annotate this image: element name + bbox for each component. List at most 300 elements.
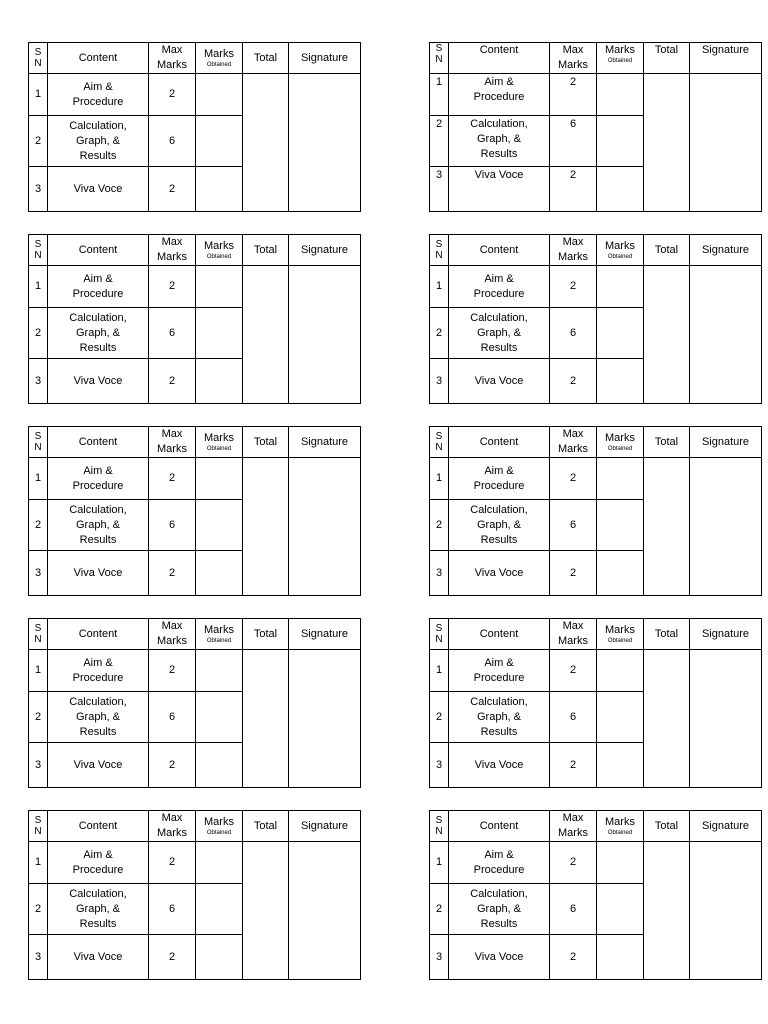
marks-obtained-cell[interactable]: [597, 842, 644, 884]
marks-obtained-cell[interactable]: [196, 650, 243, 692]
header-max-marks: [149, 427, 196, 458]
table-row: [430, 842, 762, 884]
row-content-line: Procedure: [72, 671, 124, 684]
header-row: [29, 43, 361, 74]
header-max-bottom: Marks: [558, 251, 588, 263]
header-obtained-top: Marks: [204, 624, 234, 636]
row-content-line: Viva Voce: [73, 758, 123, 771]
total-cell[interactable]: [243, 842, 289, 980]
row-max-marks: 6: [550, 308, 597, 359]
header-total: Total: [644, 811, 690, 842]
header-marks-obtained: [196, 427, 243, 458]
marks-obtained-cell[interactable]: [597, 359, 644, 404]
row-max-marks: 6: [550, 884, 597, 935]
marks-table-3-right: [429, 426, 762, 596]
header-max-top: Max: [161, 428, 183, 440]
header-obtained-bottom: Obtained: [607, 830, 633, 836]
signature-cell[interactable]: [690, 458, 762, 596]
row-sn: 2: [29, 116, 48, 167]
header-sn-bottom: N: [34, 634, 42, 645]
header-max-bottom: Marks: [558, 443, 588, 455]
table-row: [29, 266, 361, 308]
table-row: [430, 458, 762, 500]
signature-cell[interactable]: [289, 266, 361, 404]
header-sn: [29, 235, 48, 266]
row-max-marks: 6: [550, 116, 597, 167]
row-sn: 2: [430, 500, 449, 551]
table-row: [29, 458, 361, 500]
header-max-top: Max: [161, 44, 183, 56]
header-sn: [29, 811, 48, 842]
header-row: [430, 427, 762, 458]
marks-obtained-cell[interactable]: [196, 500, 243, 551]
total-cell[interactable]: [644, 266, 690, 404]
header-sn: [430, 427, 449, 458]
row-max-marks: 6: [149, 308, 196, 359]
header-obtained-top: Marks: [605, 240, 635, 252]
row-content-line: Graph, &: [476, 326, 522, 339]
header-max-marks: [149, 235, 196, 266]
row-content-line: Procedure: [72, 479, 124, 492]
row-max-marks: 6: [149, 500, 196, 551]
header-sn: [29, 619, 48, 650]
row-content-line: Results: [480, 917, 518, 930]
marks-obtained-cell[interactable]: [597, 884, 644, 935]
signature-cell[interactable]: [690, 650, 762, 788]
header-marks-obtained: [597, 811, 644, 842]
header-content: Content: [449, 427, 550, 458]
row-content-line: Results: [79, 341, 117, 354]
row-content: [48, 935, 149, 980]
row-sn: 2: [29, 692, 48, 743]
marks-obtained-cell[interactable]: [196, 266, 243, 308]
row-sn: 2: [430, 308, 449, 359]
row-content: [449, 551, 550, 596]
row-max-marks: 2: [550, 935, 597, 980]
table-row: [29, 74, 361, 116]
row-content-line: Results: [480, 148, 518, 160]
row-sn: 3: [29, 551, 48, 596]
marks-obtained-cell[interactable]: [196, 458, 243, 500]
row-content: [48, 167, 149, 212]
header-obtained-bottom: Obtained: [607, 58, 633, 64]
row-content-line: Procedure: [473, 479, 525, 492]
signature-cell[interactable]: [289, 74, 361, 212]
row-content-line: Graph, &: [75, 902, 121, 915]
row-sn: 2: [430, 116, 449, 167]
header-sn: [29, 43, 48, 74]
row-sn: 3: [430, 551, 449, 596]
row-sn: 3: [29, 359, 48, 404]
header-row: [29, 427, 361, 458]
row-content-line: Graph, &: [75, 326, 121, 339]
header-row: [430, 811, 762, 842]
row-content-line: Calculation,: [470, 311, 528, 324]
total-cell[interactable]: [243, 650, 289, 788]
marks-table-3-left: [28, 426, 361, 596]
header-max-top: Max: [562, 428, 584, 440]
marks-obtained-cell[interactable]: [597, 650, 644, 692]
header-max-bottom: Marks: [558, 635, 588, 647]
row-content: [48, 458, 149, 500]
row-max-marks: 2: [149, 551, 196, 596]
row-sn: 1: [29, 842, 48, 884]
row-sn: 3: [430, 359, 449, 404]
header-signature: Signature: [690, 619, 762, 650]
header-sn-bottom: N: [34, 442, 42, 453]
row-sn: 1: [430, 842, 449, 884]
row-content-line: Viva Voce: [73, 182, 123, 195]
header-marks-obtained: [597, 427, 644, 458]
header-total: Total: [644, 619, 690, 650]
header-total: Total: [243, 811, 289, 842]
total-cell[interactable]: [644, 842, 690, 980]
row-content-line: Aim &: [83, 80, 113, 93]
row-content: [48, 308, 149, 359]
marks-table-2-left: [28, 234, 361, 404]
marks-obtained-cell[interactable]: [597, 116, 644, 167]
row-content-line: Calculation,: [69, 119, 127, 132]
header-sn-top: S: [34, 239, 42, 250]
header-max-marks: [550, 427, 597, 458]
row-content-line: Aim &: [83, 464, 113, 477]
header-marks-obtained: [196, 43, 243, 74]
marks-obtained-cell[interactable]: [196, 551, 243, 596]
header-marks-obtained: [196, 811, 243, 842]
row-content: [449, 884, 550, 935]
header-row: [29, 235, 361, 266]
marks-obtained-cell[interactable]: [597, 308, 644, 359]
row-content-line: Results: [79, 533, 117, 546]
header-obtained-bottom: Obtained: [206, 638, 232, 644]
header-obtained-top: Marks: [204, 432, 234, 444]
header-row: [430, 235, 762, 266]
row-sn: 1: [430, 458, 449, 500]
row-content: [48, 116, 149, 167]
row-max-marks: 2: [149, 743, 196, 788]
marks-table-1-right: [429, 42, 762, 212]
header-sn-top: S: [34, 47, 42, 58]
header-total: Total: [243, 427, 289, 458]
row-content-line: Aim &: [484, 76, 514, 88]
header-row: [430, 43, 762, 74]
header-signature: Signature: [289, 427, 361, 458]
header-max-top: Max: [562, 44, 584, 56]
header-obtained-top: Marks: [204, 48, 234, 60]
row-max-marks: 2: [550, 650, 597, 692]
header-max-marks: [550, 235, 597, 266]
row-content-line: Viva Voce: [474, 758, 524, 771]
header-obtained-top: Marks: [605, 44, 635, 56]
row-content: [48, 692, 149, 743]
row-sn: 2: [29, 500, 48, 551]
row-sn: 3: [29, 743, 48, 788]
row-content: [449, 935, 550, 980]
marks-table-4-right: [429, 618, 762, 788]
row-content: [449, 458, 550, 500]
row-content-line: Graph, &: [75, 518, 121, 531]
header-max-marks: [550, 619, 597, 650]
total-cell[interactable]: [243, 266, 289, 404]
row-content-line: Aim &: [484, 848, 514, 861]
header-max-marks: [149, 619, 196, 650]
header-max-bottom: Marks: [558, 59, 588, 71]
header-obtained-bottom: Obtained: [206, 62, 232, 68]
row-content-line: Viva Voce: [474, 950, 524, 963]
header-max-top: Max: [161, 236, 183, 248]
header-marks-obtained: [196, 619, 243, 650]
row-content-line: Results: [79, 725, 117, 738]
row-content: [48, 650, 149, 692]
header-obtained-top: Marks: [605, 816, 635, 828]
header-marks-obtained: [597, 235, 644, 266]
header-content: Content: [48, 619, 149, 650]
header-signature: Signature: [289, 811, 361, 842]
row-sn: 2: [430, 884, 449, 935]
header-obtained-bottom: Obtained: [206, 254, 232, 260]
header-max-top: Max: [161, 812, 183, 824]
row-max-marks: 2: [149, 935, 196, 980]
header-sn-bottom: N: [34, 826, 42, 837]
header-obtained-bottom: Obtained: [607, 446, 633, 452]
row-content-line: Calculation,: [69, 311, 127, 324]
header-content: Content: [48, 235, 149, 266]
row-content-line: Graph, &: [476, 710, 522, 723]
header-sn-bottom: N: [34, 58, 42, 69]
row-content-line: Graph, &: [476, 133, 522, 145]
header-signature: Signature: [289, 235, 361, 266]
row-content-line: Viva Voce: [73, 950, 123, 963]
signature-cell[interactable]: [289, 842, 361, 980]
row-content-line: Calculation,: [470, 887, 528, 900]
marks-obtained-cell[interactable]: [196, 308, 243, 359]
row-content: [449, 743, 550, 788]
row-content-line: Procedure: [72, 863, 124, 876]
row-content-line: Results: [79, 149, 117, 162]
row-max-marks: 6: [550, 692, 597, 743]
signature-cell[interactable]: [690, 842, 762, 980]
row-max-marks: 2: [149, 842, 196, 884]
header-sn: [430, 811, 449, 842]
header-sn-top: S: [435, 431, 443, 442]
row-max-marks: 2: [550, 266, 597, 308]
row-sn: 1: [430, 74, 449, 116]
row-max-marks: 2: [149, 266, 196, 308]
table-row: [29, 650, 361, 692]
row-content-line: Graph, &: [476, 518, 522, 531]
row-max-marks: 2: [149, 167, 196, 212]
signature-cell[interactable]: [690, 74, 762, 212]
header-total: Total: [243, 619, 289, 650]
row-content-line: Calculation,: [69, 887, 127, 900]
row-content: [48, 551, 149, 596]
row-content-line: Procedure: [473, 863, 525, 876]
table-row: [29, 842, 361, 884]
header-max-bottom: Marks: [157, 59, 187, 71]
header-max-bottom: Marks: [157, 443, 187, 455]
row-content: [449, 500, 550, 551]
header-sn-bottom: N: [435, 634, 443, 645]
header-sn-bottom: N: [435, 250, 443, 261]
row-max-marks: 2: [149, 650, 196, 692]
marks-obtained-cell[interactable]: [597, 551, 644, 596]
row-content: [48, 500, 149, 551]
header-sn-top: S: [435, 43, 443, 54]
row-content: [449, 359, 550, 404]
row-content-line: Aim &: [484, 464, 514, 477]
row-content-line: Viva Voce: [474, 169, 524, 181]
row-max-marks: 2: [550, 743, 597, 788]
total-cell[interactable]: [644, 458, 690, 596]
marks-obtained-cell[interactable]: [597, 743, 644, 788]
row-content-line: Viva Voce: [73, 566, 123, 579]
row-content-line: Calculation,: [470, 118, 528, 130]
header-sn-bottom: N: [435, 826, 443, 837]
header-max-top: Max: [562, 236, 584, 248]
row-max-marks: 6: [149, 884, 196, 935]
total-cell[interactable]: [644, 74, 690, 212]
row-sn: 3: [29, 167, 48, 212]
row-max-marks: 6: [149, 692, 196, 743]
header-max-bottom: Marks: [558, 827, 588, 839]
row-sn: 3: [430, 743, 449, 788]
row-content-line: Results: [79, 917, 117, 930]
header-total: Total: [243, 43, 289, 74]
header-row: [430, 619, 762, 650]
header-sn-top: S: [34, 815, 42, 826]
header-row: [29, 811, 361, 842]
row-sn: 1: [430, 650, 449, 692]
marks-obtained-cell[interactable]: [597, 500, 644, 551]
row-content-line: Aim &: [484, 656, 514, 669]
header-obtained-top: Marks: [605, 432, 635, 444]
header-content: Content: [449, 235, 550, 266]
row-max-marks: 2: [550, 551, 597, 596]
header-content: Content: [48, 427, 149, 458]
marks-table-5-left: [28, 810, 361, 980]
header-signature: Signature: [690, 811, 762, 842]
row-content-line: Results: [480, 533, 518, 546]
row-sn: 3: [430, 167, 449, 212]
marks-obtained-cell[interactable]: [196, 359, 243, 404]
header-max-marks: [149, 43, 196, 74]
header-signature: Signature: [690, 43, 762, 74]
header-content: Content: [449, 619, 550, 650]
header-max-marks: [550, 43, 597, 74]
row-content: [449, 650, 550, 692]
header-sn: [430, 43, 449, 74]
signature-cell[interactable]: [690, 266, 762, 404]
header-signature: Signature: [289, 43, 361, 74]
marks-obtained-cell[interactable]: [597, 458, 644, 500]
marks-obtained-cell[interactable]: [196, 884, 243, 935]
marks-obtained-cell[interactable]: [196, 116, 243, 167]
header-obtained-bottom: Obtained: [206, 830, 232, 836]
row-sn: 1: [430, 266, 449, 308]
row-content-line: Calculation,: [69, 695, 127, 708]
marks-obtained-cell[interactable]: [196, 842, 243, 884]
header-marks-obtained: [597, 43, 644, 74]
header-sn-top: S: [34, 623, 42, 634]
header-total: Total: [644, 235, 690, 266]
header-obtained-bottom: Obtained: [206, 446, 232, 452]
header-sn: [430, 235, 449, 266]
total-cell[interactable]: [644, 650, 690, 788]
row-content: [449, 692, 550, 743]
signature-cell[interactable]: [289, 458, 361, 596]
header-content: Content: [48, 43, 149, 74]
row-content-line: Calculation,: [470, 503, 528, 516]
row-sn: 2: [29, 308, 48, 359]
row-sn: 3: [29, 935, 48, 980]
table-row: [430, 266, 762, 308]
marks-obtained-cell[interactable]: [597, 266, 644, 308]
row-content-line: Calculation,: [470, 695, 528, 708]
marks-obtained-cell[interactable]: [196, 743, 243, 788]
row-content: [449, 308, 550, 359]
header-sn-bottom: N: [34, 250, 42, 261]
row-content-line: Aim &: [83, 656, 113, 669]
header-content: Content: [48, 811, 149, 842]
marks-obtained-cell[interactable]: [196, 167, 243, 212]
row-sn: 1: [29, 458, 48, 500]
row-max-marks: 6: [149, 116, 196, 167]
row-content-line: Graph, &: [75, 710, 121, 723]
header-sn-top: S: [435, 623, 443, 634]
header-sn-top: S: [34, 431, 42, 442]
row-content: [449, 116, 550, 167]
row-content-line: Procedure: [473, 91, 525, 103]
row-content: [449, 842, 550, 884]
marks-table-2-right: [429, 234, 762, 404]
header-sn: [430, 619, 449, 650]
header-max-top: Max: [562, 812, 584, 824]
row-content: [48, 359, 149, 404]
row-content: [449, 266, 550, 308]
header-max-top: Max: [161, 620, 183, 632]
header-sn-top: S: [435, 239, 443, 250]
row-max-marks: 6: [550, 500, 597, 551]
header-signature: Signature: [690, 427, 762, 458]
header-max-bottom: Marks: [157, 635, 187, 647]
total-cell[interactable]: [243, 458, 289, 596]
header-signature: Signature: [289, 619, 361, 650]
marks-obtained-cell[interactable]: [597, 935, 644, 980]
row-sn: 1: [29, 650, 48, 692]
header-sn-bottom: N: [435, 442, 443, 453]
row-content-line: Viva Voce: [474, 374, 524, 387]
marks-obtained-cell[interactable]: [597, 74, 644, 116]
row-max-marks: 2: [149, 74, 196, 116]
header-max-marks: [149, 811, 196, 842]
marks-obtained-cell[interactable]: [196, 935, 243, 980]
marks-table-5-right: [429, 810, 762, 980]
marks-table-1-left: [28, 42, 361, 212]
row-max-marks: 2: [550, 359, 597, 404]
marks-obtained-cell[interactable]: [597, 167, 644, 212]
row-sn: 1: [29, 74, 48, 116]
signature-cell[interactable]: [289, 650, 361, 788]
row-content-line: Aim &: [83, 272, 113, 285]
row-content-line: Results: [480, 725, 518, 738]
row-content-line: Viva Voce: [73, 374, 123, 387]
header-max-bottom: Marks: [157, 251, 187, 263]
total-cell[interactable]: [243, 74, 289, 212]
marks-obtained-cell[interactable]: [196, 692, 243, 743]
marks-obtained-cell[interactable]: [196, 74, 243, 116]
marks-obtained-cell[interactable]: [597, 692, 644, 743]
header-obtained-bottom: Obtained: [607, 254, 633, 260]
